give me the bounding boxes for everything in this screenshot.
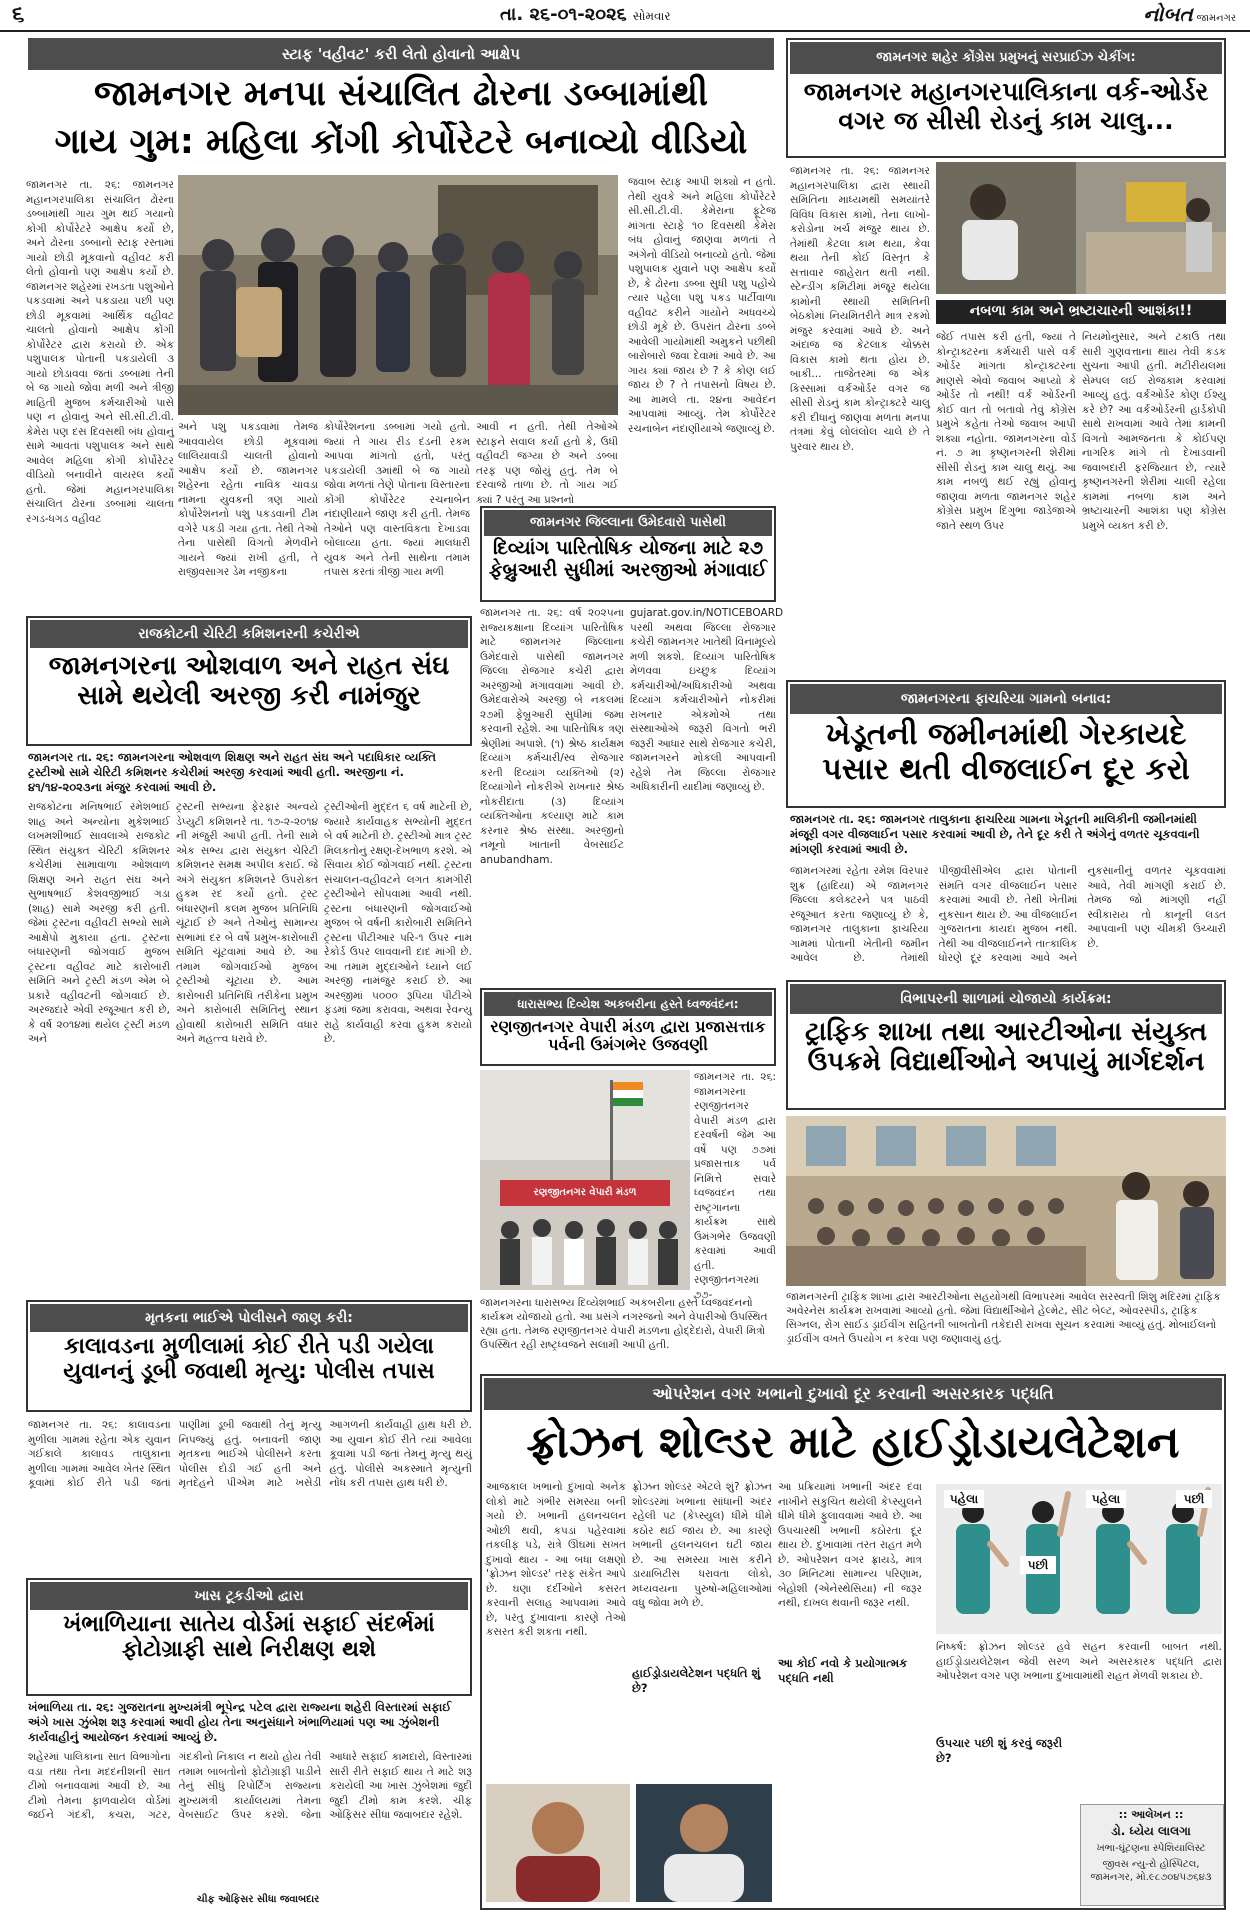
story9-sign: ચીફ ઓફિસર સીધા જવાબદાર <box>196 1894 320 1905</box>
brand-name: નોબત <box>1143 2 1193 26</box>
doctor-photo-2 <box>636 1784 772 1902</box>
story2-photo <box>936 162 1226 294</box>
story10-photo-caption: નિષ્કર્ષ: ફ્રોઝન શોલ્ડર હવે સહન કરવાની બાબત નથી. હાઈડ્રોડાયલેટેશન જેવી સરળ અને અસરકારક પદ્ધતિ દ્વારા ઓપરેશન વગર પણ ખભાના દુખાવામાંથી રાહત મેળવી શકાય છે. <box>936 1641 1222 1682</box>
label-after-2: પછી <box>1176 1490 1212 1508</box>
story5-banner-text: રણજીતનગર વેપારી મંડળ <box>533 1187 637 1198</box>
story6-kicker: જામનગરના ફાચરિયા ગામનો બનાવ: <box>790 684 1222 714</box>
story10-subhead3: ઉપચાર પછી શું કરવું જરૂરી છે? <box>936 1736 1063 1765</box>
story10-headline: ફ્રોઝન શોલ્ડર માટે હાઈડ્રોડાયલેટેશન <box>526 1417 1180 1468</box>
doctor-portrait-illustration <box>486 1784 630 1902</box>
story5-kicker: ધારાસભ્ય દિવ્યેશ અકબરીના હસ્તે ધ્વજવંદન: <box>484 992 772 1016</box>
flag-hoisting-illustration <box>480 1070 690 1290</box>
story7-caption: જામનગરની ટ્રાફિક શાખા દ્વારા આરટીઓના સહયોગથી વિભાપરમાં આવેલ સરસ્વતી શિશુ મંદિરમાં ટ્રાફિક અવેરનેસ કાર્યક્રમ રાખવામાં આવ્યો હતો. જેમાં વિદ્યાર્થીઓને હેલ્મેટ, સીટ બેલ્ટ, ઓવરસ્પીડ, ટ્રાફિક સિગ્નલ, રોંગ સાઈડ ડ્રાઈવીંગ સહિતની બાબતોની તકેદારી રાખવા સૂચન કરવામાં આવ્યું હતું. મોબાઈલનો ડ્રાઈવીંગ વખતે ઉપયોગ ન કરવા પણ જણાવાયું હતું. <box>786 1291 1221 1345</box>
story9-kicker: ખાસ ટૂકડીઓ દ્વારા <box>30 1582 468 1610</box>
page-number: ૬ <box>12 2 25 27</box>
story6-headline: ખેડૂતની જમીનમાંથી ગેરકાયદે પસાર થતી વીજલાઈન દૂર કરો <box>822 717 1190 787</box>
story1-column2: અને પશુ પકડવામાં તેમજ આવવાયેલ છોડી મૂકવામાં લાલિયાવાડી ચાલતી હોવાનો આક્ષેપ કર્યો છે. જામનગર શહેરના રહેતા નાવિક ચાવડા નામના યુવકની ત્રણ ગાયો કોર્પોરેશનનો પશુ પકડવાની ટીમ વગેરે પકડી ગયા હતા. તેથી તેઓ તેના પાસેથી વિગતો મેળવીને ગાયને જ્યાં રાખી હતી, તે રાજીવસાગર ડેમ નજીકના <box>178 421 318 578</box>
story1-column4: આવી ન હતી. તેથી તેઓએ સ્ટાફને સવાલ કર્યા હતો કે, ઉધી વહીવટી જગ્યા છે અને ડબ્બા તરફ પણ જોયું હતું. તેમ બે દરવાજે તાળા છે. તો ગાય ગઈ ક્યાં ? પરંતુ આ પ્રશ્નનો <box>476 421 618 506</box>
story8-column: જામનગર તા. ૨૬: કાલાવડના મુળીલા ગામમાં રહેતા એક યુવાન ગઈકાલે કાલાવડ તાલુકાના મુળીલા ગામમાં આવેલ ખેતર સ્થિત કૂવામાં કોઈ રીતે પડી જતાં પાણીમાં ડૂબી જવાથી તેનું મૃત્યુ નિપજ્યું હતું. બનાવની જાણ મૃતકના ભાઈએ પોલીસને કરતા પોલીસ દોડી ગઈ હતી અને મૃતદેહને પીએમ માટે ખસેડી આગળની કાર્યવાહી હાથ ધરી છે. આ યુવાન કોઈ રીતે ત્યાં આવેલા કૂવામાં પડી જતાં તેમનું મૃત્યુ થયું હતું. પોલીસે અકસ્માતે મૃત્યુની નોંધ કરી તપાસ હાથ ધરી છે. <box>28 1419 472 1489</box>
story2-subhead: નબળા કામ અને ભ્રષ્ટાચારની આશંકા!! <box>969 303 1193 319</box>
story1-column1: જામનગર તા. ૨૬: જામનગર મહાનગરપાલિકા સંચાલિત ઢોરના ડબ્બામાંથી ગાય ગુમ થઈ ગયાનો કોંગી કોર્પોરેટરે આક્ષેપ કર્યો છે, અને ઢોરના ડબ્બાનો સ્ટાફ રસ્તામાં ગાયો છોડી મૂકવાનો વહીવટ કરી લેતો હોવાનો પણ આક્ષેપ કર્યો છે. જામનગર શહેરમાં રખડતા પશુઓને પકડવામાં અને પકડાયા પછી પણ છોડી મૂકવામાં આર્થિક વહીવટ ચાલતો હોવાનો આક્ષેપ કોંગી કોર્પોરેટર દ્વારા કરાયો છે. એક પશુપાલક પોતાની પકડાયેલી ૩ ગાયો છોડાવવા જતાં ડબ્બામાં તેની બે જ ગાયો જોવા મળી અને ત્રીજી માહિતી મુજબ કર્મચારીઓ પાસે પણ ન હોવાનું અને સી.સી.ટી.વી. કેમેરા પણ દસ દિવસથી બંધ હોવાનું સામે આવતાં પશુપાલક અને સાથે આવેલ મહિલા કોંગી કોર્પોરેટર વીડિયો બનાવીને વાયરલ કર્યો હતો. જેમાં મહાનગરપાલિકા સંચાલિત ઢોરના ડબ્બામાં ચાલતા રગડ-ધગડ વહીવટ <box>26 179 174 525</box>
story8-headline: કાલાવડના મુળીલામાં કોઈ રીતે પડી ગયેલા યુવાનનું ડૂબી જવાથી મૃત્યુ: પોલીસ તપાસ <box>63 1334 435 1385</box>
story1-headline-line1: જામનગર મનપા સંચાલિત ઢોરના ડબ્બામાંથી <box>94 74 708 114</box>
story1-column3: કોર્પોરેશનના ડબ્બામાં ગયો હતો. જ્યાં તે ગાય રીડ દંડની રકમ આપવા માંગતો હતો, પરંતુ પકડાયેલી ૩માંથી બે જ ગાયો જોવા મળતાં તેણે પોતાના વિસ્તારના કોંગી કોર્પોરેટર રચનાબેન નંદાણીયાને જાણ કરી હતી. તેમજ તેઓને પણ વાસ્તવિકતા દેખાડવા બોલાવ્યા હતા. જ્યાં માલધારી યુવક અને તેની સાથેના તમામ તપાસ કરતાં ત્રીજી ગાય મળી <box>324 421 470 578</box>
road-work-illustration <box>936 162 1226 294</box>
day-text: સોમવાર <box>632 9 671 23</box>
students-seminar-illustration <box>786 1116 1226 1286</box>
story2-column-mid: જેઈ તપાસ કરી હતી, જ્યાં તે કોન્ટ્રાક્ટરના કર્મચારી પાસે વર્ક ઓર્ડર માંગતા કોન્ટ્રાક્ટરના માણસે એવો જવાબ આપ્યો કે ઓર્ડર તો નથી! વર્ક ઓર્ડરની કોઈ વાત તો બતાવો તેવું કોંગ્રેસ પ્રમુખે કહેતા તેઓ જવાબ આપી શક્યા નહોતા. જામનગરના વોર્ડ નં. ૭ મા કૃષ્ણનગરની શેરીમાં સીસી રોડનું કામ ચાલુ થયું. આ કામ નબળું થઈ રહ્યું હોવાનું જાણવા મળતા જામનગર શહેર કોંગ્રેસ પ્રમુખ દિગુભા જાડેજાએ જાતે સ્થળ ઉપર <box>936 331 1076 532</box>
story2-column-left: જામનગર તા. ૨૬: જામનગર મહાનગરપાલિકા દ્વારા સ્થાયી સમિતિના માધ્યમથી સમયાંતરે વિવિધ વિકાસ કામો, તેના લાખો-કરોડોના ખર્ચ મંજુર થાય છે. તેમાંથી કેટલા કામ થયા, કેવા થયા તેની કોઈ વિસ્તૃત કે સત્તાવાર જાહેરાત થતી નથી. સ્ટેન્ડીંગ કમિટીમાં મંજૂર થયેલા કામોની સ્થાયી સમિતિની બેઠકોમાં નિયમિતરીતે માત્ર રકમો મંજુર કરવામાં આવે છે. અને અંદાજ જ કેટલાક ચોક્કસ વિકાસ કામો થતા હોય છે. બાકી... તાજેતરમાં જ એક કિસ્સામાં વર્કઓર્ડર વગર જ સીસી રોડનું કામ કોન્ટ્રાક્ટરે ચાલુ કરી દીધાનું જાણવા મળતા મનપા તંત્રમાં કેવું લોલંલોલ ચાલે છે તે પુરવાર થાય છે. <box>790 165 930 453</box>
doctor-photo-1 <box>486 1784 630 1902</box>
story10-column3: આ પ્રક્રિયામાં ખભાની અંદર દવા નાખીને સંકુચિત થયેલી કેપ્સ્યુલને ધીમે ધીમે ફુલાવવામાં આવે છે. આ ઉપચારથી ખભાની કઠોરતા દૂર થાય છે. દુખાવામાં તરત રાહત મળે છે. ઓપરેશન વગર ફ્રાયડે, માત્ર ૩૦ મિનિટમાં સામાન્ય પરિણામ, બેહોશી (એનેસ્થેસિયા) ની જરૂર નથી, દાખલ થવાની જરૂર નથી. <box>778 1481 922 1609</box>
story9-lede: ખંભાળિયા તા. ૨૬: ગુજરાતના મુખ્યમંત્રી ભૂપેન્દ્ર પટેલ દ્વારા રાજ્યના શહેરી વિસ્તારમાં સફાઈ અંગે ખાસ ઝુંબેશ શરૂ કરવામાં આવી હોય તેના અનુસંધાને ખંભાળિયામાં પણ આ ઝુંબેશની કાર્યવાહીનું આયોજન કરવામાં આવ્યું છે. <box>28 1700 452 1744</box>
story5-headline: રણજીતનગર વેપારી મંડળ દ્વારા પ્રજાસત્તાક પર્વની ઉમંગભેર ઉજવણી <box>490 1017 766 1055</box>
story10-column2: ફ્રોઝન શોલ્ડર એટલે શું? ફ્રોઝન શોલ્ડરમાં ખભાના સાંધાની અંદર રહેલી પટ (કેપ્સ્યુલ) ધીમે ધીમે કઠોર થઈ જાય છે. આ કારણે ખભાની હલનચલન ઘટી જાય છે. આ સમસ્યા ખાસ કરીને ડાયાબિટીસ ધરાવતા લોકો, મધ્યવયના પુરુષો-મહિલાઓમાં વધુ જોવા મળે છે. <box>632 1481 772 1609</box>
story6-column: જામનગરમાં રહેતા રમેશ વિરપાર શુક્ર (હાદિયા) એ જામનગર જિલ્લા કલેક્ટરને પત્ર પાઠવી રજૂઆત કરતા જણાવ્યું છે કે, જામનગર તાલુકાના ફાચરિયા ગામમાં પોતાની ખેતીની જમીન આવેલ છે. તેમાંથી પીજીવીસીએલ દ્વારા પોતાની સંમતિ વગર વીજલાઈન પસાર કરવામાં આવી છે. તેથી ખેતીમાં નુકસાન થાય છે. આ વીજલાઈન ગુજરાતના કાયદા મુજબ નથી. તેથી આ વીજલાઈનને તાત્કાલિક ધોરણે દૂર કરવામાં આવે અને નુકસાનીનું વળતર ચૂકવવામાં આવે, તેવી માંગણી કરાઈ છે. તેમજ જો માંગણી નહીં સ્વીકારાય તો કાનૂની લડત આપવાની પણ ચીમકી ઉચ્ચારી છે. <box>790 865 1226 964</box>
author-label: :: આલેખન :: <box>1118 1808 1184 1821</box>
label-before-2: પહેલા <box>1086 1490 1126 1508</box>
group-photo-illustration <box>178 175 618 415</box>
story3-headline: દિવ્યાંગ પારિતોષિક યોજના માટે ૨૭ ફેબ્રુઆરી સુધીમાં અરજીઓ મંગાવાઈ <box>488 537 768 581</box>
doctor-portrait2-illustration <box>636 1784 772 1902</box>
story1-column5: જવાબ સ્ટાફ આપી શક્યો ન હતો. તેથી યુવકે અને મહિલા કોર્પોરેટરે સી.સી.ટી.વી. કેમેરાના ફૂટેજ માંગતા સ્ટાફે ૧૦ દિવસથી કેમેરા બંધ હોવાનું જાણવા મળતાં તે અંગેનો વીડિયો બનાવ્યો હતો. જેમાં પશુપાલક યુવાને પણ આક્ષેપ કર્યો છે, કે ઢોરના ડબ્બા સુધી પશુ પહોંચે ત્યાર પહેલા પશુ પકડ પાર્ટીવાળા વહીવટ કરીને ગાયોને અધવચ્ચે છોડી મૂકે છે. ઉપરાંત ઢોરના ડબ્બે આવેલી ગાયોમાંથી અમુકને પછીથી બારોબારો જવા દેવામાં આવે છે. આ ગાય ક્યાં જાય છે ? કે કોણ લઈ જાય છે ? તે તપાસનો વિષય છે. આ મામલે તા. ૨૪ના આવેદન આપવામાં આવ્યું. તેમ કોર્પોરેટર રચનાબેન નંદાણીયાએ જણાવ્યું છે. <box>628 176 776 435</box>
story1-photo <box>178 175 618 415</box>
story10-kicker: ઓપરેશન વગર ખભાનો દુખાવો દૂર કરવાની અસરકારક પદ્ધતિ <box>484 1378 1222 1410</box>
story5-photo <box>480 1070 690 1290</box>
story9-headline: ખંભાળિયાના સાતેય વોર્ડમાં સફાઈ સંદર્ભમાં ફોટોગ્રાફી સાથે નિરીક્ષણ થશે <box>63 1612 435 1663</box>
story6-lede: જામનગર તા. ૨૬: જામનગર તાલુકાના ફાચરિયા ગામના ખેડૂતની માલિકીની જમીનમાંથી મંજૂરી વગર વીજલાઈન પસાર કરવામાં આવી છે, તેને દૂર કરી તે અંગેનું વળતર ચૂકવવાની માંગણી કરવામાં આવી છે. <box>790 812 1200 856</box>
issue-date <box>500 4 671 25</box>
story2-kicker: જામનગર શહેર કોંગ્રેસ પ્રમુખનું સરપ્રાઈઝ ચેકીંગ: <box>790 42 1222 74</box>
story3-column2: gujarat.gov.in/NOTICEBOARD પરથી અથવા જિલ્લા રોજગાર કચેરી જામનગર ખાતેથી વિનામૂલ્યે મળી શકશે. દિવ્યાંગ પારિતોષિક મેળવવા ઇચ્છુક દિવ્યાંગ કર્મચારીઓ/અધિકારીઓ અથવા દિવ્યાંગ કર્મચારીઓને નોકરીમાં રાખનાર એકમોએ તથા સંસ્થાઓએ જરૂરી વિગતો ભરી જરૂરી આધાર સાથે રોજગાર કચેરી, જામનગરને મોકલી આપવાની રહેશે તેમ જિલ્લા રોજગાર અધિકારીની યાદીમાં જણાવ્યું છે. <box>630 607 784 793</box>
story2-headline: જામનગર મહાનગરપાલિકાના વર્ક-ઓર્ડર વગર જ સીસી રોડનું કામ ચાલુ... <box>803 77 1209 135</box>
story10-column1: આજકાલ ખભાનો દુખાવો અનેક લોકો માટે ગંભીર સમસ્યા બની ગયો છે. ખભાની હલનચલન ઓછી થવી, કપડાં પહેરવામાં તકલીફ પડે, રાત્રે ઊંઘમાં સખત દુખાવો થાય - આ બધા લક્ષણો 'ફ્રોઝન શોલ્ડર' તરફ સંકેત આપે છે. ઘણા દર્દીઓને કસરત કરવાની સલાહ આપવામાં આવે છે, પરંતુ દુખાવાના કારણે તેઓ કસરત કરી શકતા નથી. <box>486 1481 626 1638</box>
brand-city: જામનગર <box>1196 13 1236 24</box>
author-hospital: જીવસ ન્યુ-રો હોસ્પિટલ, જામનગર, મો.૯૮૭૦૪૫૭૬૪૩ <box>1090 1859 1212 1883</box>
story1-headline-line2: ગાય ગુમ: મહિલા કોંગી કોર્પોરેટરે બનાવ્યો વીડિયો <box>54 122 748 162</box>
author-title: ખભા-ઘૂંટણના સ્પેશિયાલિસ્ટ <box>1096 1843 1206 1854</box>
story5-column: જામનગર તા. ૨૬: જામનગરના રણજીતનગર વેપારી મંડળ દ્વારા દરવર્ષની જેમ આ વર્ષે પણ ૭૭માં પ્રજાસત્તાક પર્વ નિમિત્તે સવારે ધ્વજવંદન તથા રાષ્ટ્રગાનના કાર્યક્રમ સાથે ઉમંગભેર ઉજવણી કરવામાં આવી હતી. રણજીતનગરમાં ૭૭- <box>694 1071 776 1301</box>
label-before-1: પહેલા <box>944 1490 984 1508</box>
story3-kicker: જામનગર જિલ્લાના ઉમેદવારો પાસેથી <box>484 510 772 536</box>
story4-column3: ટ્રસ્ટીઓની મુદ્દત ૬ વર્ષ માટેની છે, જ્યારે કાર્યવાહક સભ્યોની મુદ્દત બે વર્ષ માટેની છે. ટ્રસ્ટીઓ માત્ર ટ્રસ્ટ મિલકતોનું રક્ષણ-દેખભાળ કરશે. એ સિવાય કોઈ જોગવાઈ નથી. ટ્રસ્ટના સંચાલન-વહીવટને લગત કામગીરી ટ્રસ્ટીઓને સોંપવામાં આવી નથી. ટ્રસ્ટના બંધારણની જોગવાઈઓ મુજબ બે વર્ષની કારોબારી સમિતિને ટ્રસ્ટના પીટીઆર પરિ-૧ ઉપર નામ રેકોર્ડ ઉપર લાવવાની દાદ માંગી છે. આ તમામ મુદ્દાઓને ધ્યાને લઈ અરજી નામંજુર કરાઈ છે. આ અરજીમાં ૫૦૦૦ રૂપિયા પીટીએ ફંડમાં જમા કરાવવા, અથવા રેવન્યુ રાહે કાર્યવાહી કરવા હુકમ કરાયો છે. <box>324 801 472 1045</box>
story7-headline: ટ્રાફિક શાખા તથા આરટીઓના સંયુક્ત ઉપક્રમે વિદ્યાર્થીઓને અપાયું માર્ગદર્શન <box>804 1017 1208 1077</box>
story2-column-right: નિયમોનુસાર, અને ટકાઉ તથા સારી ગુણવત્તાના થાય તેવી કડક સુચના આપી હતી. મટીરીયલમાં સેમ્પલ લઈ રોજકામ કરવામાં આવ્યું હતું. વર્કઓર્ડર કોણ ઈશ્યુ કરે છે? આ વર્કઓર્ડરની હાર્ડકોપી સાથે રાખવામાં આવે તેમાં કામની વિગતો આમજનતા કે કોઈપણ નાગરિક માંગે તો દેખાડવાની જવાબદારી ફરજિયાત છે, ત્યારે કૃષ્ણનગરની શેરીમાં ચાલી રહેલા કામમાં નબળા કામ અને ભ્રષ્ટાચારની આશંકા પણ કોંગ્રેસ પ્રમુખે વ્યક્ત કરી છે. <box>1082 331 1226 532</box>
story8-kicker: મૃતકના ભાઈએ પોલીસને જાણ કરી: <box>30 1304 468 1332</box>
story10-subhead2: આ કોઈ નવો કે પ્રયોગાત્મક પદ્ધતિ નથી <box>778 1656 908 1685</box>
story4-column2: ટ્રસ્ટની સભ્યના ફેરફાર અન્વયે ડેપ્યુટી કમિશનરે તા. ૧૭-૨-૨૦૧૪ ની મંજુરી આપી હતી. તેની સામે એક સભ્ય દ્વારા સંયુક્ત ચેરિટી કમિશનર સમક્ષ અપીલ કરાઈ. જે અંગે સંયુક્ત કમિશનરે ઉપરોક્ત હુકમ રદ કર્યો હતો. ટ્રસ્ટ બંધારણની કલમ મુજબ પ્રતિનિધિ ચૂંટાઈ છે અને તેઓનું સામાન્ય સભામાં દર બે વર્ષે પ્રમુખ-કારોબારી સમિતિ ચૂંટવામાં આવે છે. આ તમામ જોગવાઈઓ મુજબ ટ્રસ્ટીઓ ચૂંટાયા છે. આમ કારોબારી પ્રતિનિધિ તરીકેના પ્રમુખ અને કારોબારી સમિતિનું સ્થાન હોવાથી કારોબારી સમિતિ વધાર અને મહત્ત્વ ધરાવે છે. <box>176 801 318 1045</box>
label-after-1: પછી <box>1020 1556 1056 1574</box>
newspaper-logo <box>1143 2 1236 26</box>
masthead-bar <box>0 0 1250 32</box>
date-text: તા. ૨૬-૦૧-૨૦૨૬ <box>500 4 627 25</box>
story7-photo <box>786 1116 1226 1286</box>
story4-kicker: રાજકોટની ચેરિટી કમિશનરની કચેરીએ <box>30 620 468 648</box>
story5-caption: જામનગરના ધારાસભ્ય દિવ્યેશભાઈ અકબરીના હસ્તે ધ્વજવંદનનો કાર્યક્રમ યોજાયો હતો. આ પ્રસંગે નગરજનો અને વેપારીઓ ઉપસ્થિત રહ્યા હતા. તેમજ રણજીતનગર વેપારી મંડળના હોદ્દેદારો, વેપારી મિત્રો ઉપસ્થિત રહી રાષ્ટ્રધ્વજને સલામી આપી હતી. <box>480 1297 768 1351</box>
story1-kicker: સ્ટાફ 'વહીવટ' કરી લેતો હોવાનો આક્ષેપ <box>28 38 774 70</box>
story10-subhead1: હાઈડ્રોડાયલેટેશન પદ્ધતિ શું છે? <box>632 1666 761 1695</box>
story4-headline: જામનગરના ઓશવાળ અને રાહત સંઘ સામે થયેલી અરજી કરી નામંજુર <box>48 651 450 711</box>
author-name: ડો. ધ્યેય લાલગા <box>1111 1824 1191 1838</box>
story4-column1: રાજકોટના મનિષભાઈ રમેશભાઈ શાહ અને અન્યોના મુકેશભાઈ લખમશીભાઈ સાવલાએ રાજકોટ સ્થિત સંયુક્ત ચેરિટી કમિશનર કચેરીમાં સામાવાળા ઓશવાળ શિક્ષણ અને રાહત સંઘ અને સુભાષભાઈ કેશવજીભાઈ ગડા (શાહ) સામે અરજી કરી હતી. જેમાં ટ્રસ્ટના વહીવટી સભ્યો સામે આક્ષેપો મુકાયા હતા. ટ્રસ્ટના બંધારણની જોગવાઈ મુજબ ટ્રસ્ટના વહીવટ માટે કારોબારી સમિતિ અને ટ્રસ્ટી મંડળ એમ બે પ્રકારે વહીવટની જોગવાઈ છે. અરજદારે એવી રજૂઆત કરી છે, કે વર્ષ ૨૦૧૪માં થયેલ ટ્રસ્ટી મંડળ અને <box>28 801 170 1045</box>
story4-lede: જામનગર તા. ૨૬: જામનગરના ઓશવાળ શિક્ષણ અને રાહત સંઘ અને પદાધિકાર વ્યક્તિ ટ્રસ્ટીઓ સામે ચેરિટી કમિશનર કચેરીમાં અરજી કરવામાં આવી હતી. અરજીના નં. ૪૧/૧૪-૨૦૨૩ના મંજુર કરવામાં આવી છે. <box>28 750 436 794</box>
story9-column: શહેરમાં પાલિકાના સાત વિભાગોના વડા તથા તેના મદદનીશની સાત ટીમો બનાવવામાં આવી છે. આ ટીમો તેમના ફાળવાયેલ વોર્ડમાં જઈને ગંદકી, કચરા, ગટર, ગંદકીનો નિકાલ ન થયો હોય તેવી તમામ બાબતોનો ફોટોગ્રાફી પાડીને તેનું સીધું રિપોર્ટિંગ રાજ્યના મુખ્યમંત્રી કાર્યાલયમાં તેમના વેબસાઈટ ઉપર કરશે. જેના આધારે સફાઈ કામદારો, વિસ્તારમાં સારી રીતે સફાઈ થાય તે માટે શરૂ કરાયેલી આ ખાસ ઝુંબેશમાં જુદી જુદી ટીમો કામ કરશે. ચીફ ઓફિસર સીધા જવાબદાર રહેશે. <box>28 1751 472 1821</box>
story7-kicker: વિભાપરની શાળામાં યોજાયો કાર્યક્રમ: <box>790 984 1222 1014</box>
story3-column1: જામનગર તા. ૨૬: વર્ષ ૨૦૨૫ના રાજ્યકક્ષાના દિવ્યાંગ પારિતોષિક માટે જામનગર જિલ્લાના ઉમેદવારો પાસેથી જામનગર જિલ્લા રોજગાર કચેરી દ્વારા અરજીઓ મંગાવવામાં આવી છે. ઉમેદવારોએ અરજી બે નકલમાં ૨૭મી ફેબ્રુઆરી સુધીમાં જમા કરવાની રહેશે. આ પારિતોષિક ત્રણ શ્રેણીમાં અપાશે. (૧) શ્રેષ્ઠ કાર્યક્ષમ દિવ્યાંગ કર્મચારી/સ્વ રોજગાર કરતી દિવ્યાંગ વ્યક્તિઓ (૨) દિવ્યાંગોને નોકરીએ રાખનાર શ્રેષ્ઠ નોકરીદાતા (૩) દિવ્યાંગ વ્યક્તિઓના કલ્યાણ માટે કામ કરનાર શ્રેષ્ઠ સંસ્થા. અરજીનો નમૂનો ખાતાની વેબસાઈટ anubandham. <box>480 607 624 866</box>
